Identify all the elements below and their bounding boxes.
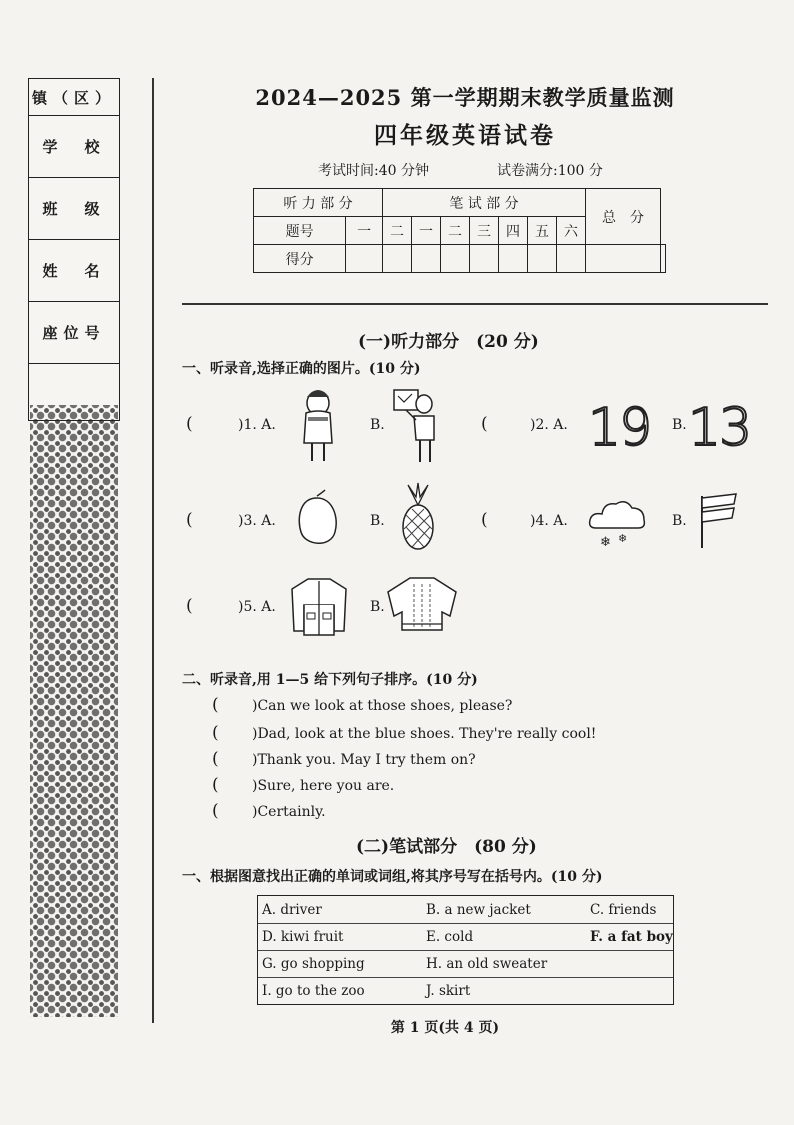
nurse-icon: [298, 385, 338, 467]
answer-paren[interactable]: (: [481, 414, 488, 434]
item-1-b: B.: [370, 417, 385, 433]
header-divider: [182, 303, 768, 305]
group-total: 总 分: [586, 189, 661, 245]
pear-icon: [293, 490, 341, 548]
score-cell[interactable]: [499, 245, 528, 273]
jacket-icon: [290, 575, 348, 637]
score-cell[interactable]: [557, 245, 586, 273]
item-5-b: B.: [370, 599, 385, 615]
option-d: D. kiwi fruit: [262, 929, 344, 945]
exam-time: 考试时间:40 分钟: [318, 163, 429, 179]
score-cell[interactable]: [441, 245, 470, 273]
word-bank-divider: [258, 950, 673, 951]
field-school: 学 校: [29, 116, 119, 178]
item-2-b: B.: [672, 417, 687, 433]
part2-q1-title: 一、根据图意找出正确的单词或词组,将其序号写在括号内。(10 分): [182, 869, 603, 885]
score-cell[interactable]: [346, 245, 383, 273]
item-2-label: )2. A.: [530, 417, 568, 433]
part1-q1-title: 一、听录音,选择正确的图片。(10 分): [182, 361, 421, 377]
part1-title: (一)听力部分 (20 分): [358, 332, 539, 352]
row-label-score: 得分: [254, 245, 346, 273]
option-i: I. go to the zoo: [262, 983, 365, 999]
answer-paren[interactable]: (: [186, 510, 193, 530]
order-paren[interactable]: (: [212, 775, 219, 795]
option-f: F. a fat boy: [590, 929, 673, 945]
answer-paren[interactable]: (: [186, 414, 193, 434]
number-19: 19: [588, 398, 651, 458]
group-listening: 听 力 部 分: [254, 189, 383, 217]
seal-line-pattern: [30, 405, 118, 1017]
option-h: H. an old sweater: [426, 956, 548, 972]
sentence-3: )Thank you. May I try them on?: [252, 752, 476, 768]
score-cell[interactable]: [383, 245, 412, 273]
q-num: 六: [557, 217, 586, 245]
exam-full-score: 试卷满分:100 分: [497, 163, 603, 179]
field-class: 班 级: [29, 178, 119, 240]
item-3-b: B.: [370, 513, 385, 529]
order-paren[interactable]: (: [212, 749, 219, 769]
exam-subtitle: 四年级英语试卷: [374, 122, 556, 149]
sweater-icon: [386, 574, 458, 632]
answer-paren[interactable]: (: [186, 596, 193, 616]
snow-cloud-icon: [588, 496, 648, 550]
order-paren[interactable]: (: [212, 695, 219, 715]
field-town: 镇（区）: [29, 79, 119, 116]
q-num: 二: [441, 217, 470, 245]
svg-text:❄: ❄: [600, 535, 611, 550]
q-num: 二: [383, 217, 412, 245]
q-num: 五: [528, 217, 557, 245]
option-a: A. driver: [262, 902, 322, 918]
word-bank-divider: [258, 923, 673, 924]
field-seat: 座位号: [29, 302, 119, 364]
item-3-label: )3. A.: [238, 513, 276, 529]
q-num: 三: [470, 217, 499, 245]
sentence-5: )Certainly.: [252, 804, 326, 820]
order-paren[interactable]: (: [212, 723, 219, 743]
score-cell[interactable]: [586, 245, 661, 273]
answer-paren[interactable]: (: [481, 510, 488, 530]
q-num: 一: [412, 217, 441, 245]
option-b: B. a new jacket: [426, 902, 531, 918]
item-4-label: )4. A.: [530, 513, 568, 529]
part1-q2-title: 二、听录音,用 1—5 给下列句子排序。(10 分): [182, 672, 478, 688]
item-1-label: )1. A.: [238, 417, 276, 433]
option-j: J. skirt: [426, 983, 471, 999]
q-num: 四: [499, 217, 528, 245]
page-footer: 第 1 页(共 4 页): [390, 1020, 500, 1036]
item-5-label: )5. A.: [238, 599, 276, 615]
word-bank: [257, 895, 674, 1005]
option-e: E. cold: [426, 929, 474, 945]
exam-title: 2024—2025 第一学期期末教学质量监测: [255, 85, 675, 110]
student-info-sidebar: [28, 78, 120, 421]
score-table: [253, 188, 666, 273]
option-g: G. go shopping: [262, 956, 365, 972]
windy-flag-icon: [698, 492, 746, 550]
score-cell[interactable]: [528, 245, 557, 273]
number-13: 13: [688, 398, 751, 458]
sentence-2: )Dad, look at the blue shoes. They're really cool!: [252, 726, 597, 742]
sentence-1: )Can we look at those shoes, please?: [252, 698, 513, 714]
order-paren[interactable]: (: [212, 801, 219, 821]
pineapple-icon: [398, 483, 438, 551]
part2-title: (二)笔试部分 (80 分): [356, 837, 537, 857]
sentence-4: )Sure, here you are.: [252, 778, 395, 794]
row-label-q: 题号: [254, 217, 346, 245]
option-c: C. friends: [590, 902, 657, 918]
item-4-b: B.: [672, 513, 687, 529]
score-cell[interactable]: [661, 245, 666, 273]
teacher-icon: [392, 388, 442, 466]
group-writing: 笔 试 部 分: [383, 189, 586, 217]
q-num: 一: [346, 217, 383, 245]
binding-line: [152, 78, 154, 1023]
score-cell[interactable]: [470, 245, 499, 273]
field-name: 姓 名: [29, 240, 119, 302]
word-bank-divider: [258, 977, 673, 978]
score-cell[interactable]: [412, 245, 441, 273]
svg-text:❄: ❄: [618, 532, 628, 545]
